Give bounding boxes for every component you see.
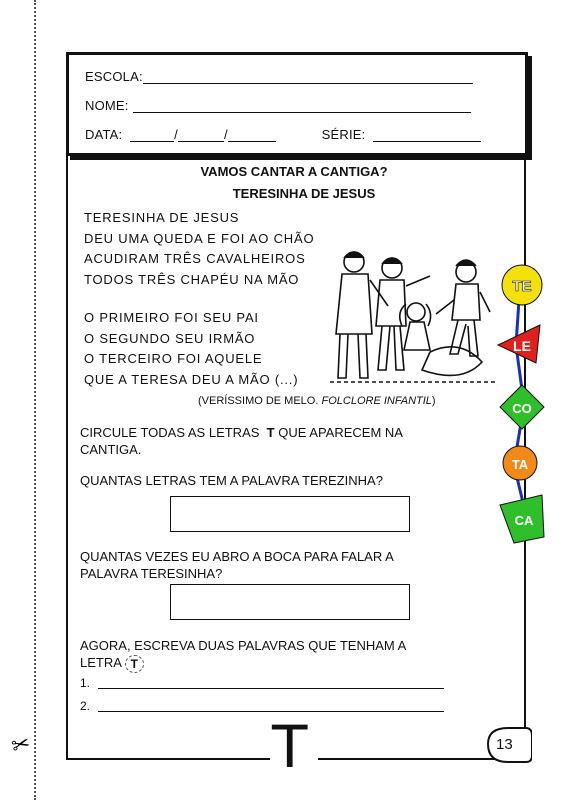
answer-line-2[interactable]: [80, 699, 90, 713]
scissors-icon: ✂: [8, 731, 34, 760]
name-label: NOME:: [85, 98, 129, 113]
header-box: [66, 52, 528, 156]
school-label: ESCOLA:: [85, 69, 143, 84]
lyric-line: TODOS TRÊS CHAPÉU NA MÃO: [84, 271, 300, 287]
answer-box-letters[interactable]: [170, 496, 410, 532]
credit-author: (VERÍSSIMO DE MELO.: [198, 395, 319, 407]
date-separator: /: [174, 127, 178, 142]
question-text: CIRCULE TODAS AS LETRAS: [80, 425, 260, 440]
answer-line-1[interactable]: [80, 676, 90, 690]
credit-close: ): [431, 395, 436, 407]
date-day-field[interactable]: [130, 129, 174, 142]
lyric-line: QUE A TERESA DEU A MÃO (...): [84, 371, 299, 387]
writing-line[interactable]: [98, 688, 444, 689]
question-text: AGORA, ESCREVA DUAS PALAVRAS QUE TENHAM A: [80, 638, 407, 653]
lyric-spacer: [84, 290, 314, 308]
page-number: 13: [496, 736, 513, 753]
answer-box-syllables[interactable]: [170, 584, 410, 620]
series-field[interactable]: [373, 129, 481, 142]
date-month-field[interactable]: [178, 129, 224, 142]
song-lyrics: [84, 208, 314, 390]
syllable-label: TA: [511, 457, 529, 472]
syllable-shape: [502, 265, 542, 305]
question-circle-letters: [80, 424, 460, 458]
name-row: [85, 98, 471, 113]
lyric-line: ACUDIRAM TRÊS CAVALHEIROS: [84, 251, 306, 266]
lyric-line: O SEGUNDO SEU IRMÃO: [84, 330, 256, 346]
syllable-shape: [500, 385, 544, 429]
question-mouth-openings: [80, 548, 460, 582]
question-text: QUE APARECEM NA: [278, 425, 403, 440]
page-title: VAMOS CANTAR A CANTIGA?: [200, 164, 388, 179]
lyric-line: TERESINHA DE JESUS: [84, 210, 240, 225]
cut-line: [34, 0, 36, 800]
date-separator: /: [223, 127, 228, 142]
letter-t-icon: T: [125, 655, 144, 673]
song-title: TERESINHA DE JESUS: [232, 186, 376, 201]
school-field[interactable]: [143, 71, 473, 84]
syllable-label: CO: [512, 401, 532, 416]
name-field[interactable]: [133, 100, 471, 113]
letter-t: T: [266, 425, 275, 440]
question-text: QUANTAS VEZES EU ABRO A BOCA PARA FALAR A: [80, 549, 394, 564]
cavaliers-illustration: [326, 240, 502, 390]
date-label: DATA:: [85, 127, 123, 142]
syllable-decoration: [490, 255, 550, 555]
syllable-label: CA: [514, 513, 534, 528]
lyric-line: O TERCEIRO FOI AQUELE: [84, 351, 263, 366]
question-text: CANTIGA.: [80, 442, 142, 457]
question-write-words: [80, 637, 460, 673]
syllable-label: TE: [512, 278, 532, 295]
writing-line[interactable]: [98, 711, 444, 712]
lyric-line: DEU UMA QUEDA E FOI AO CHÃO: [84, 230, 315, 246]
date-year-field[interactable]: [228, 129, 276, 142]
lyric-line: O PRIMEIRO FOI SEU PAI: [84, 310, 259, 325]
credit-work: FOLCLORE INFANTIL: [321, 395, 432, 407]
syllable-shape: [503, 446, 537, 480]
song-credit: [198, 395, 436, 407]
date-row: [85, 127, 481, 142]
question-text: LETRA: [80, 655, 122, 670]
syllable-shape: [500, 495, 544, 543]
school-row: [85, 69, 473, 84]
footer-letter: T: [272, 713, 308, 781]
series-label: SÉRIE:: [321, 127, 366, 142]
question-text: PALAVRA TERESINHA?: [80, 566, 223, 581]
question-count-letters: QUANTAS LETRAS TEM A PALAVRA TEREZINHA?: [80, 473, 383, 488]
item-number: 1.: [80, 676, 91, 690]
syllable-label: LE: [513, 338, 531, 354]
item-number: 2.: [80, 699, 91, 713]
